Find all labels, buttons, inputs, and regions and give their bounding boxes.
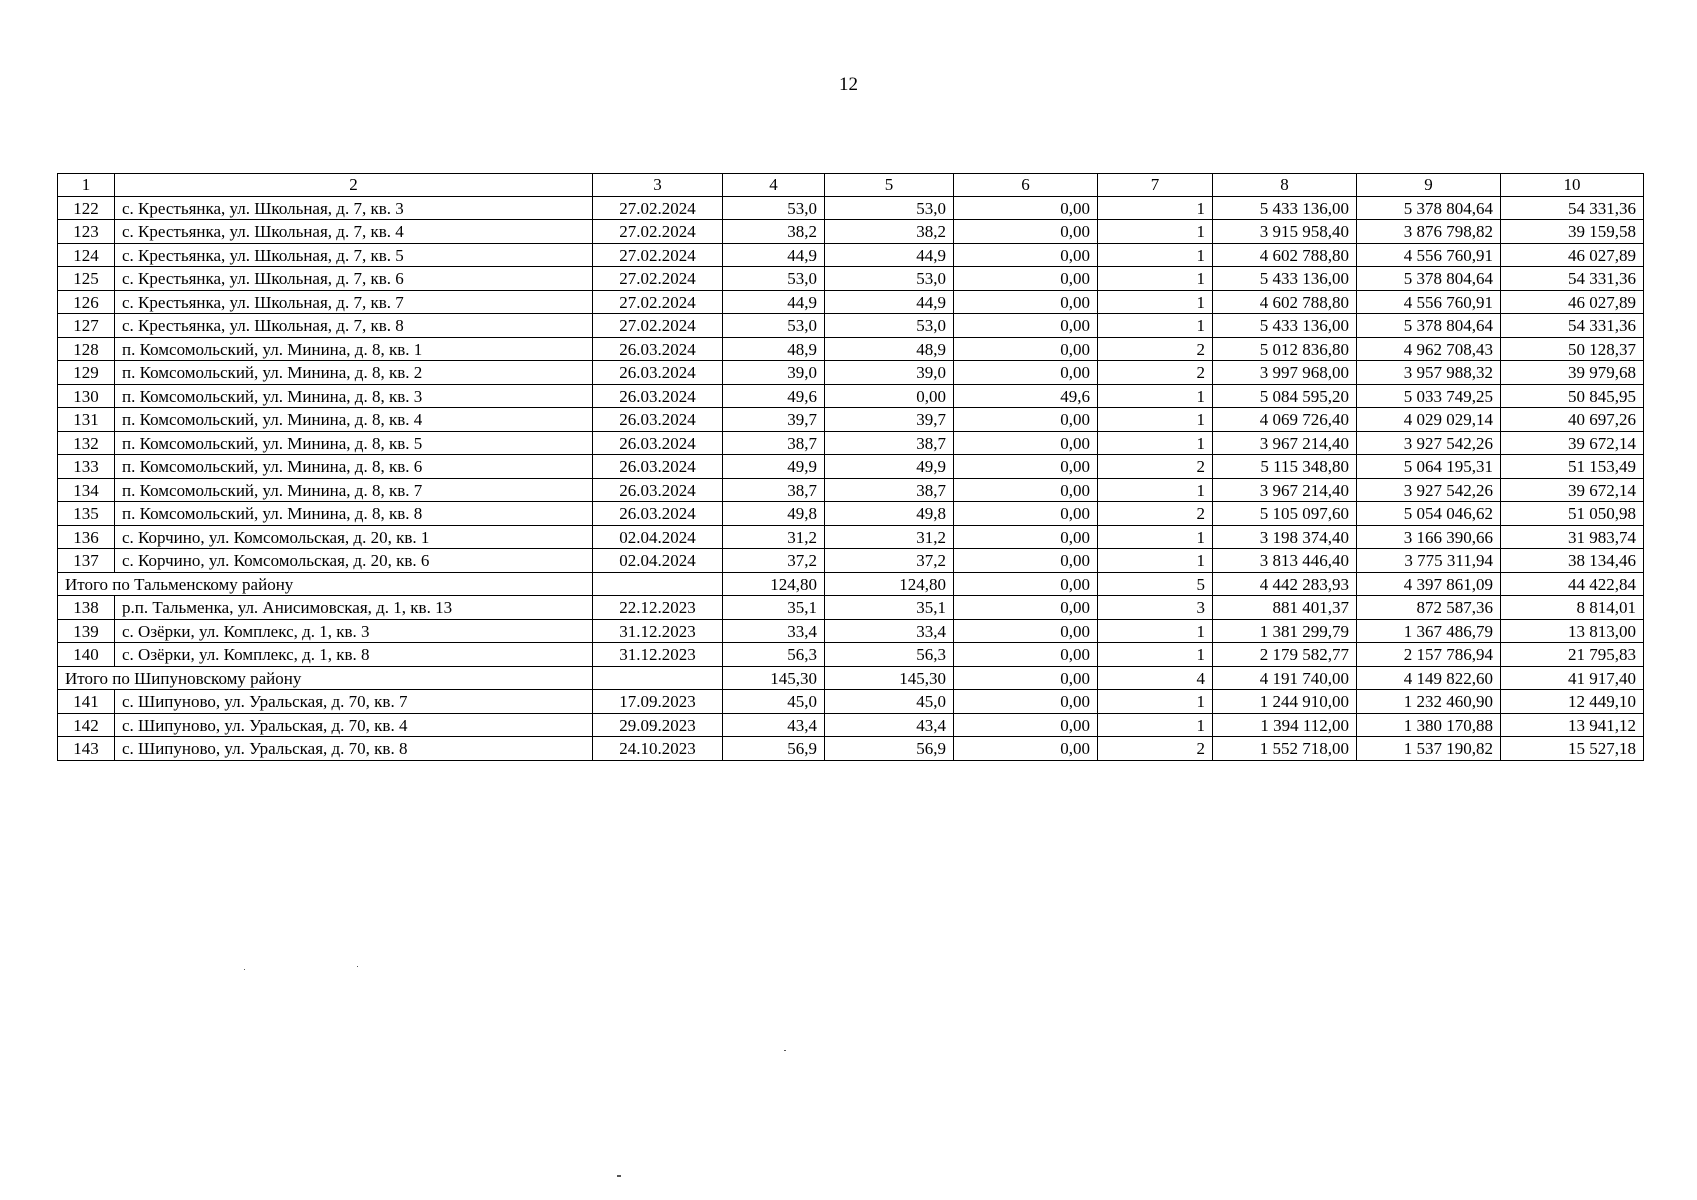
table-row [58,549,1644,573]
table-cell: 3 997 968,00 [1213,361,1357,385]
table-cell: 4 191 740,00 [1213,666,1357,690]
table-cell: 881 401,37 [1213,596,1357,620]
row-number-cell: 133 [58,455,115,479]
table-cell: 3 967 214,40 [1213,478,1357,502]
table-row [58,290,1644,314]
table-cell: 1 [1098,196,1213,220]
date-cell: 26.03.2024 [593,337,723,361]
table-cell: 1 [1098,713,1213,737]
table-cell: 2 [1098,455,1213,479]
address-cell: с. Шипуново, ул. Уральская, д. 70, кв. 4 [115,713,593,737]
table-cell: 145,30 [723,666,825,690]
table-cell: 56,3 [825,643,954,667]
table-cell: 43,4 [723,713,825,737]
table-cell: 0,00 [954,431,1098,455]
table-cell: 0,00 [954,596,1098,620]
header-cell: 6 [954,174,1098,197]
table-cell: 38,7 [825,478,954,502]
table-cell: 56,9 [723,737,825,761]
table-cell: 38,2 [825,220,954,244]
date-cell: 31.12.2023 [593,619,723,643]
date-cell: 27.02.2024 [593,290,723,314]
table-cell: 48,9 [723,337,825,361]
header-cell: 7 [1098,174,1213,197]
table-cell: 1 [1098,384,1213,408]
table-cell: 5 054 046,62 [1357,502,1501,526]
table-cell: 4 029 029,14 [1357,408,1501,432]
table-cell: 0,00 [954,267,1098,291]
table-cell: 35,1 [723,596,825,620]
table-cell: 2 [1098,502,1213,526]
address-cell: п. Комсомольский, ул. Минина, д. 8, кв. 1 [115,337,593,361]
table-cell: 15 527,18 [1501,737,1644,761]
table-cell: 39 979,68 [1501,361,1644,385]
table-cell: 8 814,01 [1501,596,1644,620]
row-number-cell: 135 [58,502,115,526]
page-number: 12 [839,74,858,95]
table-row [58,361,1644,385]
row-number-cell: 130 [58,384,115,408]
date-cell: 26.03.2024 [593,502,723,526]
table-cell: 1 [1098,408,1213,432]
table-cell: 4 556 760,91 [1357,290,1501,314]
row-number-cell: 142 [58,713,115,737]
address-cell: с. Крестьянка, ул. Школьная, д. 7, кв. 8 [115,314,593,338]
table-cell: 5 012 836,80 [1213,337,1357,361]
table-cell: 45,0 [723,690,825,714]
table-cell: 5 378 804,64 [1357,314,1501,338]
row-number-cell: 124 [58,243,115,267]
address-cell: с. Шипуново, ул. Уральская, д. 70, кв. 7 [115,690,593,714]
date-cell: 29.09.2023 [593,713,723,737]
row-number-cell: 137 [58,549,115,573]
header-cell: 2 [115,174,593,197]
table-cell: 1 [1098,243,1213,267]
table-cell: 39 159,58 [1501,220,1644,244]
table-row [58,643,1644,667]
table-cell: 0,00 [954,408,1098,432]
table-cell: 3 166 390,66 [1357,525,1501,549]
table-cell: 48,9 [825,337,954,361]
row-number-cell: 139 [58,619,115,643]
table-row [58,196,1644,220]
table-cell: 5 378 804,64 [1357,196,1501,220]
table-row [58,337,1644,361]
table-cell: 53,0 [825,267,954,291]
table-cell: 5 115 348,80 [1213,455,1357,479]
table-cell: 41 917,40 [1501,666,1644,690]
table-cell: 53,0 [825,314,954,338]
table-cell: 38,2 [723,220,825,244]
table-cell: 3 [1098,596,1213,620]
table-row [58,455,1644,479]
table-cell: 0,00 [954,314,1098,338]
table-cell: 50 845,95 [1501,384,1644,408]
table-cell: 50 128,37 [1501,337,1644,361]
table-cell: 3 927 542,26 [1357,478,1501,502]
table-cell: 0,00 [954,713,1098,737]
table-cell: 5 433 136,00 [1213,196,1357,220]
table-cell: 0,00 [954,478,1098,502]
table-cell: 1 367 486,79 [1357,619,1501,643]
table-cell: 1 381 299,79 [1213,619,1357,643]
table-cell: 1 [1098,619,1213,643]
table-cell: 35,1 [825,596,954,620]
subtotal-row [58,666,1644,690]
table-cell: 53,0 [723,314,825,338]
header-cell: 1 [58,174,115,197]
table-row [58,713,1644,737]
table-cell: 38,7 [723,431,825,455]
table-cell: 3 927 542,26 [1357,431,1501,455]
table-row [58,737,1644,761]
scan-speck [244,969,245,970]
address-cell: с. Крестьянка, ул. Школьная, д. 7, кв. 6 [115,267,593,291]
date-cell: 26.03.2024 [593,478,723,502]
subtotal-row [58,572,1644,596]
row-number-cell: 138 [58,596,115,620]
table-cell: 4 962 708,43 [1357,337,1501,361]
table-cell: 44,9 [723,243,825,267]
address-cell: с. Крестьянка, ул. Школьная, д. 7, кв. 7 [115,290,593,314]
table-cell: 45,0 [825,690,954,714]
date-cell: 02.04.2024 [593,549,723,573]
scan-speck [784,1050,786,1051]
table-cell: 2 [1098,337,1213,361]
table-cell: 39,0 [723,361,825,385]
table-cell: 1 [1098,478,1213,502]
date-cell: 27.02.2024 [593,314,723,338]
table-row [58,408,1644,432]
table-cell: 49,9 [723,455,825,479]
table-cell: 0,00 [954,337,1098,361]
table-cell: 0,00 [954,619,1098,643]
table-cell: 31,2 [825,525,954,549]
table-row [58,220,1644,244]
table-cell: 49,8 [723,502,825,526]
table-cell: 0,00 [954,690,1098,714]
date-cell: 26.03.2024 [593,361,723,385]
address-cell: п. Комсомольский, ул. Минина, д. 8, кв. 3 [115,384,593,408]
table-cell: 124,80 [825,572,954,596]
table-cell: 44,9 [825,243,954,267]
table-cell: 56,9 [825,737,954,761]
table-cell: 1 232 460,90 [1357,690,1501,714]
table-cell: 39 672,14 [1501,478,1644,502]
date-cell: 31.12.2023 [593,643,723,667]
table-cell: 4 397 861,09 [1357,572,1501,596]
table-cell: 1 [1098,290,1213,314]
table-cell: 5 105 097,60 [1213,502,1357,526]
table-cell: 31 983,74 [1501,525,1644,549]
date-cell: 27.02.2024 [593,243,723,267]
table-cell: 1 [1098,314,1213,338]
table-row [58,267,1644,291]
table-cell: 54 331,36 [1501,314,1644,338]
table-cell: 0,00 [954,549,1098,573]
table-cell: 4 602 788,80 [1213,243,1357,267]
address-cell: с. Озёрки, ул. Комплекс, д. 1, кв. 8 [115,643,593,667]
table-cell: 44,9 [723,290,825,314]
row-number-cell: 131 [58,408,115,432]
table-row [58,596,1644,620]
table-cell: 56,3 [723,643,825,667]
row-number-cell: 129 [58,361,115,385]
table-cell: 5 433 136,00 [1213,267,1357,291]
header-cell: 8 [1213,174,1357,197]
table-cell: 1 [1098,643,1213,667]
subtotal-label: Итого по Шипуновскому району [58,666,593,690]
table-cell: 46 027,89 [1501,290,1644,314]
table-cell: 124,80 [723,572,825,596]
table-cell: 0,00 [954,220,1098,244]
table-cell: 0,00 [954,643,1098,667]
row-number-cell: 140 [58,643,115,667]
table-cell: 4 069 726,40 [1213,408,1357,432]
table-cell: 37,2 [825,549,954,573]
table-cell: 5 084 595,20 [1213,384,1357,408]
address-cell: п. Комсомольский, ул. Минина, д. 8, кв. 8 [115,502,593,526]
table-cell: 39 672,14 [1501,431,1644,455]
row-number-cell: 143 [58,737,115,761]
scan-speck [357,966,358,967]
table-cell: 0,00 [825,384,954,408]
table-row [58,525,1644,549]
table-body [58,196,1644,760]
table-cell: 0,00 [954,455,1098,479]
table-cell: 3 198 374,40 [1213,525,1357,549]
table-cell: 4 602 788,80 [1213,290,1357,314]
table-cell: 0,00 [954,666,1098,690]
table-row [58,690,1644,714]
table-cell: 1 [1098,525,1213,549]
table-cell: 0,00 [954,525,1098,549]
table-cell: 0,00 [954,737,1098,761]
subtotal-label: Итого по Тальменскому району [58,572,593,596]
table-cell: 43,4 [825,713,954,737]
table-row [58,502,1644,526]
table-cell: 4 556 760,91 [1357,243,1501,267]
date-cell: 02.04.2024 [593,525,723,549]
address-cell: с. Шипуново, ул. Уральская, д. 70, кв. 8 [115,737,593,761]
table-header-row [58,174,1644,197]
table-cell: 0,00 [954,361,1098,385]
table-row [58,384,1644,408]
date-cell: 27.02.2024 [593,220,723,244]
table-cell: 31,2 [723,525,825,549]
header-cell: 9 [1357,174,1501,197]
table-cell: 51 153,49 [1501,455,1644,479]
header-cell: 5 [825,174,954,197]
table-cell: 3 813 446,40 [1213,549,1357,573]
address-cell: с. Крестьянка, ул. Школьная, д. 7, кв. 4 [115,220,593,244]
date-cell: 26.03.2024 [593,384,723,408]
table-cell: 0,00 [954,196,1098,220]
table-cell: 12 449,10 [1501,690,1644,714]
table-cell: 49,8 [825,502,954,526]
table-cell: 2 157 786,94 [1357,643,1501,667]
table-cell: 3 915 958,40 [1213,220,1357,244]
table-cell: 3 876 798,82 [1357,220,1501,244]
table-cell [593,572,723,596]
table-cell: 1 [1098,549,1213,573]
address-cell: р.п. Тальменка, ул. Анисимовская, д. 1, кв. 13 [115,596,593,620]
date-cell: 27.02.2024 [593,196,723,220]
row-number-cell: 141 [58,690,115,714]
table-cell: 3 775 311,94 [1357,549,1501,573]
table-cell: 53,0 [723,196,825,220]
table-row [58,431,1644,455]
table-cell: 44 422,84 [1501,572,1644,596]
table-cell: 39,7 [723,408,825,432]
table-row [58,478,1644,502]
address-cell: п. Комсомольский, ул. Минина, д. 8, кв. 4 [115,408,593,432]
table-cell: 2 [1098,737,1213,761]
date-cell: 26.03.2024 [593,431,723,455]
table-cell: 1 [1098,220,1213,244]
address-cell: с. Озёрки, ул. Комплекс, д. 1, кв. 3 [115,619,593,643]
date-cell: 17.09.2023 [593,690,723,714]
row-number-cell: 122 [58,196,115,220]
table-cell: 53,0 [825,196,954,220]
table-cell: 2 [1098,361,1213,385]
date-cell: 26.03.2024 [593,408,723,432]
table-cell: 13 941,12 [1501,713,1644,737]
table-cell: 0,00 [954,502,1098,526]
header-cell: 10 [1501,174,1644,197]
table-cell: 145,30 [825,666,954,690]
table-cell: 53,0 [723,267,825,291]
table-cell: 49,6 [954,384,1098,408]
table-cell: 1 [1098,431,1213,455]
table-cell: 38,7 [825,431,954,455]
table-cell: 33,4 [723,619,825,643]
date-cell: 22.12.2023 [593,596,723,620]
address-cell: с. Крестьянка, ул. Школьная, д. 7, кв. 3 [115,196,593,220]
date-cell: 24.10.2023 [593,737,723,761]
table-cell: 0,00 [954,290,1098,314]
table-row [58,314,1644,338]
data-table [57,173,1644,761]
table-cell: 44,9 [825,290,954,314]
table-cell: 1 244 910,00 [1213,690,1357,714]
scan-speck [617,1175,621,1177]
table-cell: 872 587,36 [1357,596,1501,620]
table-cell: 5 433 136,00 [1213,314,1357,338]
table-cell: 21 795,83 [1501,643,1644,667]
table-cell: 5 378 804,64 [1357,267,1501,291]
row-number-cell: 127 [58,314,115,338]
table-cell: 46 027,89 [1501,243,1644,267]
table-cell: 1 552 718,00 [1213,737,1357,761]
table-cell: 3 967 214,40 [1213,431,1357,455]
table-cell: 5 [1098,572,1213,596]
table-cell: 1 [1098,267,1213,291]
table-cell [593,666,723,690]
table-cell: 4 149 822,60 [1357,666,1501,690]
table-cell: 2 179 582,77 [1213,643,1357,667]
row-number-cell: 128 [58,337,115,361]
row-number-cell: 134 [58,478,115,502]
table-cell: 1 394 112,00 [1213,713,1357,737]
row-number-cell: 126 [58,290,115,314]
address-cell: п. Комсомольский, ул. Минина, д. 8, кв. 6 [115,455,593,479]
address-cell: п. Комсомольский, ул. Минина, д. 8, кв. 5 [115,431,593,455]
table-cell: 0,00 [954,243,1098,267]
row-number-cell: 125 [58,267,115,291]
table-cell: 49,9 [825,455,954,479]
address-cell: с. Корчино, ул. Комсомольская, д. 20, кв. 1 [115,525,593,549]
table-cell: 39,0 [825,361,954,385]
table-cell: 0,00 [954,572,1098,596]
table-row [58,619,1644,643]
table-cell: 38 134,46 [1501,549,1644,573]
table-cell: 4 [1098,666,1213,690]
address-cell: с. Корчино, ул. Комсомольская, д. 20, кв. 6 [115,549,593,573]
header-cell: 4 [723,174,825,197]
table-cell: 40 697,26 [1501,408,1644,432]
table-cell: 13 813,00 [1501,619,1644,643]
address-cell: п. Комсомольский, ул. Минина, д. 8, кв. 7 [115,478,593,502]
table-cell: 1 380 170,88 [1357,713,1501,737]
row-number-cell: 123 [58,220,115,244]
row-number-cell: 136 [58,525,115,549]
table-cell: 1 537 190,82 [1357,737,1501,761]
date-cell: 26.03.2024 [593,455,723,479]
table-cell: 51 050,98 [1501,502,1644,526]
table-cell: 5 064 195,31 [1357,455,1501,479]
table-cell: 1 [1098,690,1213,714]
table-cell: 4 442 283,93 [1213,572,1357,596]
header-cell: 3 [593,174,723,197]
table-row [58,243,1644,267]
table-cell: 49,6 [723,384,825,408]
table-cell: 33,4 [825,619,954,643]
table-cell: 5 033 749,25 [1357,384,1501,408]
row-number-cell: 132 [58,431,115,455]
table-cell: 54 331,36 [1501,196,1644,220]
table-cell: 39,7 [825,408,954,432]
table-cell: 3 957 988,32 [1357,361,1501,385]
table-cell: 38,7 [723,478,825,502]
table-cell: 54 331,36 [1501,267,1644,291]
date-cell: 27.02.2024 [593,267,723,291]
address-cell: с. Крестьянка, ул. Школьная, д. 7, кв. 5 [115,243,593,267]
table-cell: 37,2 [723,549,825,573]
address-cell: п. Комсомольский, ул. Минина, д. 8, кв. 2 [115,361,593,385]
